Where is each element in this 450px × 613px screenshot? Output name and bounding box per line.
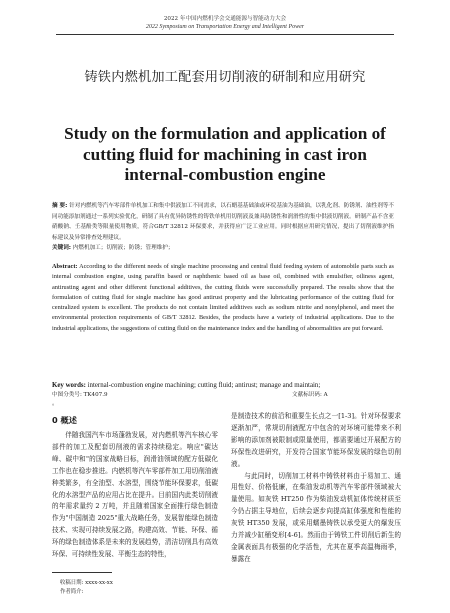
clc-number: 中图分类号: TK407.9 — [52, 392, 108, 398]
keywords-cn-label: 关键词: — [52, 245, 72, 251]
keywords-cn-text: 内燃机加工；切削液；防锈；管理维护； — [71, 245, 174, 251]
footnote-received: 收稿日期: xxxx-xx-xx — [60, 580, 113, 586]
body-paragraph-continued: 是制造技术的前沿和重要生长点之一[1-3]。针对环保要求逐渐加严，常规切削液配方中包含的对环境可能带来不利影响的添加剂被限制或限量使用，都需要通过开展配方的环保性改进研究，开发符合国家节能环保发展的绿色切削液。 — [231, 412, 401, 468]
abstract-cn — [52, 201, 394, 243]
separator-mark: 。 — [52, 400, 59, 407]
body-paragraph: 伴随我国汽车市场蓬勃发展，对内燃机等汽车核心零部件的加工及配套切削液的需求持续稳定。响应"碳达峰、碳中和"的国家战略目标，润滑油领域的配方低碳化工作也在稳步推进。内燃机等汽车零部件加工用切削油液种类繁多，有全油型、水溶型，围绕节能环保要求，低碳化的水溶型产品的应用占比在提升。目前国内此类切削液的年需求量约 2 万吨，并且随着国家全面推行绿色制造作为"中国制造 2025"重大战略任务，发展智能绿色制造技术、实现可持续发展之路，构建高效、节能、环保、循环的绿色制造体系是未来的发展趋势，清洁切削具有高效环保、可持续性发展、平衡生态的特性， — [52, 431, 218, 559]
title-en: Study on the formulation and application of cutting fluid for machining in cast iron internal-combustion engine — [64, 124, 386, 185]
header-rule — [56, 34, 394, 35]
footnote-author: 作者简介: — [60, 589, 84, 595]
body-column-left — [52, 414, 218, 561]
abstract-en — [52, 262, 394, 334]
title-cn: 铸铁内燃机加工配套用切削液的研制和应用研究 — [84, 70, 366, 85]
footnote-rule — [52, 572, 112, 573]
keywords-en-text: internal-combustion engine machining; cutting fluid; antirust; manage and maintain; — [85, 382, 321, 389]
abstract-en-text: According to the different needs of single machine processing and central fluid feeding system of automobile parts such as internal combustion engine, using paraffin based or naphthenic based oil as base oil, combined with emulsifier, oiliness agent, antirusting agent and other different functional additives, the cutting fluids were successfully prepared. The results show that the formulation of cutting fluid for single machine has good antirust property and the lubricating performance of the cutting fluid for centralized system is excellent. The products do not contain limited additives such as sodium nitrite and nonylphenol, and meet the environmental protection requirements of GB/T 32812. Besides, the products have a variety of industrial applications. Due to the industrial applications, the suggestions of cutting fluid on the maintenance index and the handling of abnormalities are put forward. — [52, 263, 394, 332]
body-paragraph: 与此同时，切削加工材料中铸铁材料由于易加工、通用性好、价格低廉，在柴油发动机等汽车零部件领域被大量使用。如灰铁 HT250 作为柴油发动机缸体传统材质至今仍占据主导地位，后续会逐步向提高缸体强度和性能的灰铁 HT350 发展，或采用蠕墨铸铁以承受更大的爆发压力并减少缸桶变形[4-6]。然而由于铸铁工件切削后新生的金属表面具有极强的化学活性，尤其在夏季高温梅雨季，暴露在 — [231, 471, 401, 563]
running-head-en: 2022 Symposium on Transportation Energy and Intelligent Power — [145, 24, 305, 30]
keywords-cn — [52, 244, 394, 252]
running-head-cn: 2022 年中国内燃机学会交通能源与智能动力大会 — [163, 16, 287, 22]
section-heading: 0 概述 — [52, 415, 77, 425]
keywords-en-label: Key words: — [52, 382, 86, 389]
abstract-cn-text: 针对内燃机等汽车零部件单机加工和集中供液加工不同需求，以石蜡基基础油或环烷基油为基础油，以乳化剂、防锈剂、油性剂等不同功能添加剂通过一系列实验优化，研制了具有优异防锈性的铸铁单机用切削液及兼具防锈性和润滑性的集中供液切削液。研制产品不含亚硝酸钠、壬基酚类等限量使用物质，符合GB/T 32812 环保要求，并获得应广泛工业应用。同时根据应用研究情况，提出了切削液维护指标建议及异常排查处理建议。 — [52, 203, 395, 241]
keywords-en — [52, 381, 394, 390]
abstract-cn-label: 摘 要: — [52, 203, 68, 209]
abstract-en-label: Abstract: — [52, 263, 78, 270]
body-column-right — [231, 411, 401, 566]
document-code: 文献标识码: A — [292, 392, 328, 398]
